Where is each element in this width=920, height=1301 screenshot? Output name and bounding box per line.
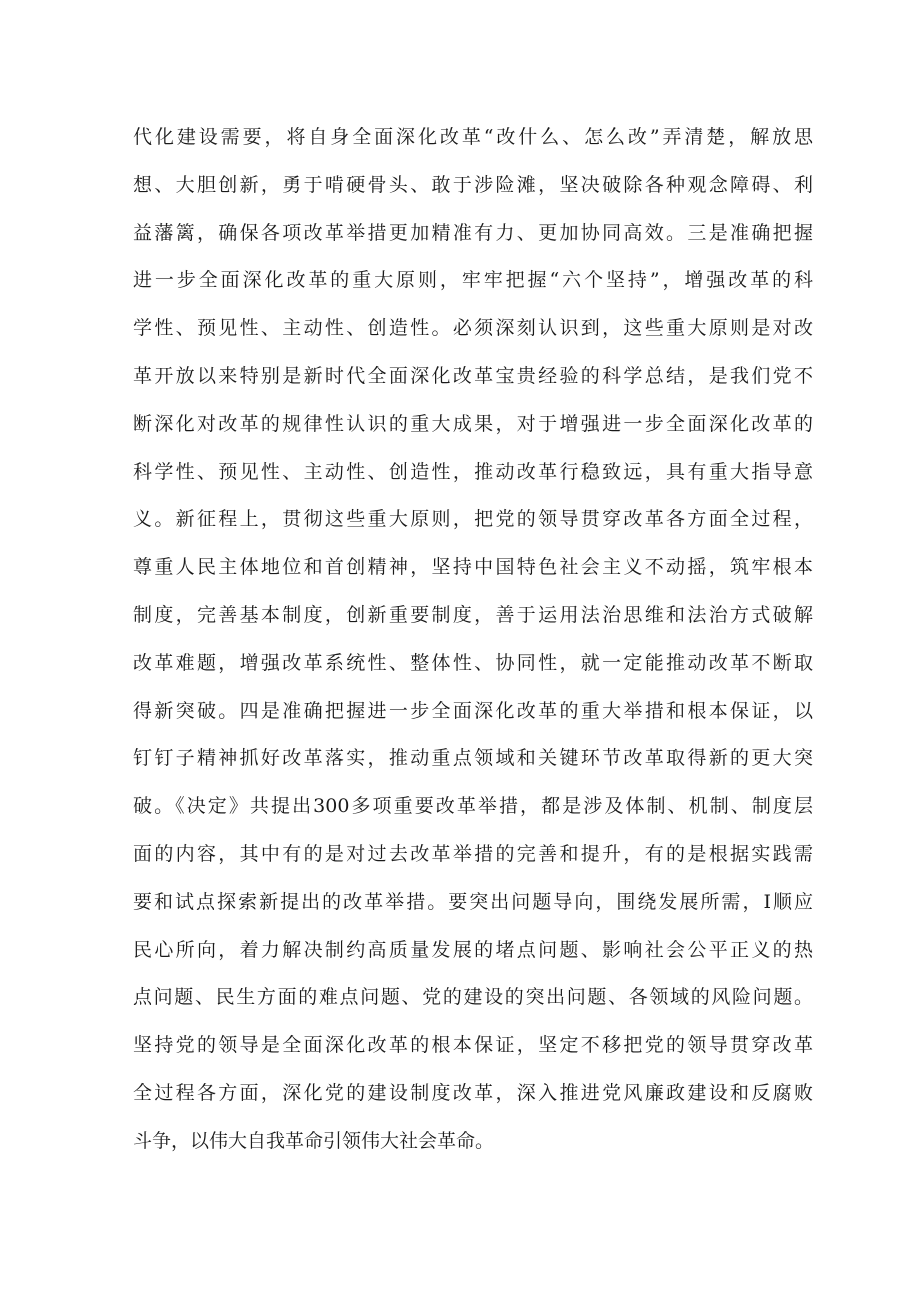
- text-line: 科学性、预见性、主动性、创造性，推动改革行稳致远，具有重大指导意: [133, 460, 813, 483]
- text-line: 破。《决定》共提出300多项重要改革举措，都是涉及体制、机制、制度层: [133, 795, 813, 818]
- text-line: 斗争，以伟大自我革命引领伟大社会革命。: [133, 1129, 495, 1152]
- text-line: 革开放以来特别是新时代全面深化改革宝贵经验的科学总结，是我们党不: [133, 364, 813, 387]
- text-line: 学性、预见性、主动性、创造性。必须深刻认识到，这些重大原则是对改: [133, 317, 813, 340]
- text-line: 断深化对改革的规律性认识的重大成果，对于增强进一步全面深化改革的: [133, 412, 813, 435]
- text-line: 制度，完善基本制度，创新重要制度，善于运用法治思维和法治方式破解: [133, 603, 813, 626]
- text-line: 想、大胆创新，勇于啃硬骨头、敢于涉险滩，坚决破除各种观念障碍、利: [133, 173, 813, 196]
- text-line: 进一步全面深化改革的重大原则，牢牢把握“六个坚持”，增强改革的科: [133, 269, 813, 292]
- text-line: 要和试点探索新提出的改革举措。要突出问题导向，围绕发展所需，I顺应: [133, 890, 813, 913]
- text-line: 民心所向，着力解决制约高质量发展的堵点问题、影响社会公平正义的热: [133, 938, 813, 961]
- text-line: 尊重人民主体地位和首创精神，坚持中国特色社会主义不动摇，筑牢根本: [133, 556, 813, 579]
- text-line: 钉钉子精神抓好改革落实，推动重点领域和关键环节改革取得新的更大突: [133, 747, 813, 770]
- text-line: 改革难题，增强改革系统性、整体性、协同性，就一定能推动改革不断取: [133, 651, 813, 674]
- text-line: 代化建设需要，将自身全面深化改革“改什么、怎么改”弄清楚，解放思: [133, 126, 813, 148]
- text-line: 点问题、民生方面的难点问题、党的建设的突出问题、各领域的风险问题。: [133, 986, 813, 1009]
- text-line: 义。新征程上，贯彻这些重大原则，把党的领导贯穿改革各方面全过程，: [133, 508, 813, 531]
- text-line: 全过程各方面，深化党的建设制度改革，深入推进党风廉政建设和反腐败: [133, 1081, 813, 1104]
- text-line: 益藩篱，确保各项改革举措更加精准有力、更加协同高效。三是准确把握: [133, 221, 813, 244]
- text-line: 得新突破。四是准确把握进一步全面深化改革的重大举措和根本保证，以: [133, 699, 813, 722]
- text-line: 面的内容，其中有的是对过去改革举措的完善和提升，有的是根据实践需: [133, 842, 813, 865]
- body-text: [133, 114, 813, 1166]
- text-line: 坚持党的领导是全面深化改革的根本保证，坚定不移把党的领导贯穿改革: [133, 1034, 813, 1057]
